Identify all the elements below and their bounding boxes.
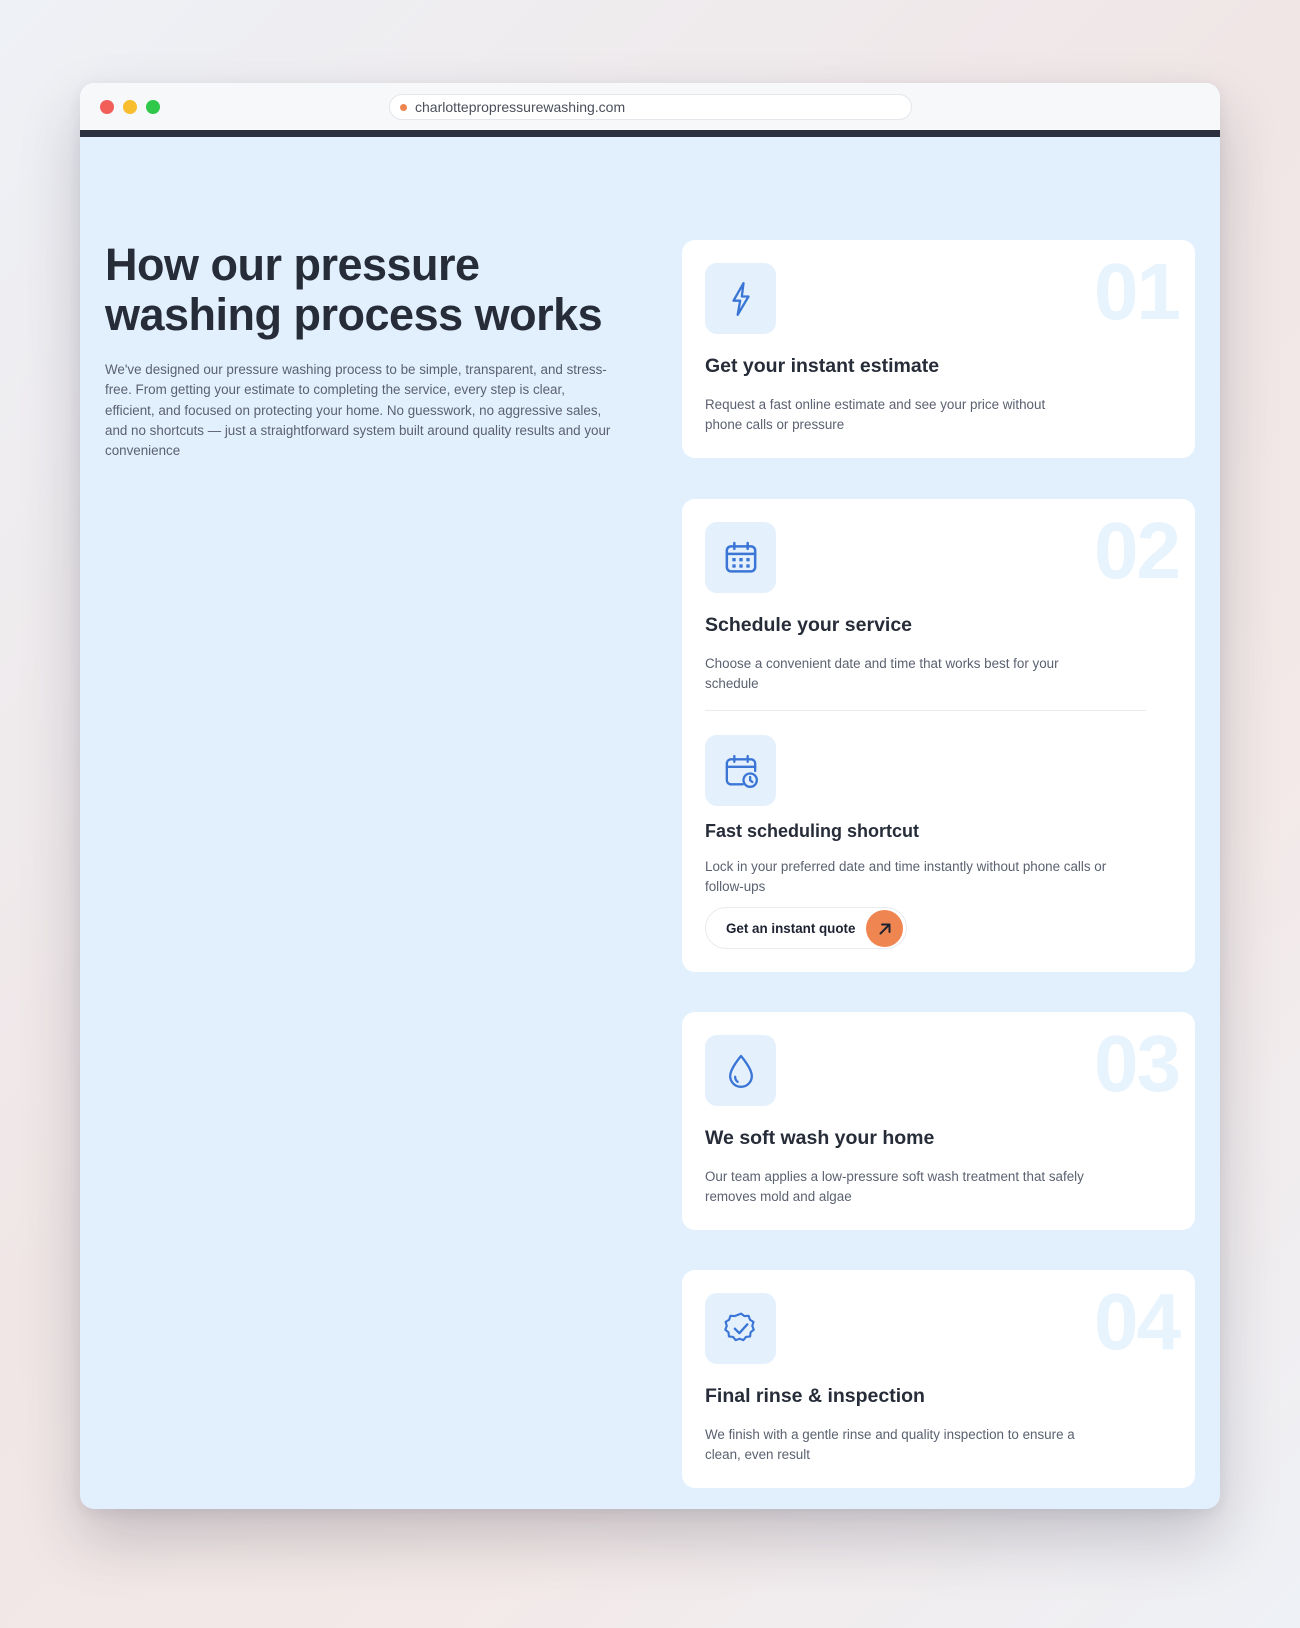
step-icon-box [705,522,776,593]
step-number: 01 [1094,247,1179,336]
step-number: 04 [1094,1277,1179,1366]
badge-check-icon [721,1309,761,1349]
site-indicator-icon [400,104,407,111]
section-heading [105,240,625,340]
step-description: Our team applies a low-pressure soft wash treatment that safely removes mold and algae [705,1169,1084,1205]
card-divider [705,710,1146,711]
step-title: Get your instant estimate [705,355,940,377]
heading-line-1: How our pressure [105,239,480,290]
lightning-icon [721,279,761,319]
calendar-clock-icon [721,751,761,791]
step-description: Request a fast online estimate and see your price without phone calls or pressure [705,397,1046,433]
maximize-window-dot[interactable] [146,100,160,114]
step-title: Schedule your service [705,614,913,636]
step-description: We finish with a gentle rinse and quality inspection to ensure a clean, even result [705,1427,1075,1463]
step-icon-box [705,1035,776,1106]
calendar-icon [721,538,761,578]
step-number: 02 [1094,506,1179,595]
close-window-dot[interactable] [100,100,114,114]
shortcut-icon-box [705,735,776,806]
header-rule [80,130,1220,137]
heading-line-2: washing process works [105,289,603,340]
step-title: We soft wash your home [705,1127,935,1149]
browser-window [80,83,1220,1509]
step-icon-box [705,263,776,334]
address-bar[interactable] [389,94,912,120]
shortcut-title: Fast scheduling shortcut [705,821,920,841]
step-card-02 [682,499,1195,972]
url-text: charlottepropressurewashing.com [415,99,626,115]
step-description: Choose a convenient date and time that works best for your schedule [705,656,1059,692]
get-instant-quote-button[interactable] [705,907,907,949]
minimize-window-dot[interactable] [123,100,137,114]
quote-button-label: Get an instant quote [726,920,856,936]
section-intro: We've designed our pressure washing process to be simple, transparent, and stress-free. From getting your estimate to completing the service, every step is clear, efficient, and focused on protecting your home. No guesswork, no aggressive sales, and no shortcuts — just a straightforward system built around quality results and your convenience [105,362,611,459]
browser-titlebar [80,83,1220,131]
step-number: 03 [1094,1019,1179,1108]
step-card-01 [682,240,1195,458]
step-card-03 [682,1012,1195,1230]
step-card-04 [682,1270,1195,1488]
process-intro [105,240,625,461]
shortcut-description: Lock in your preferred date and time instantly without phone calls or follow-ups [705,859,1107,895]
step-title: Final rinse & inspection [705,1385,925,1407]
water-drop-icon [721,1051,761,1091]
arrow-up-right-icon [866,910,903,947]
step-icon-box [705,1293,776,1364]
